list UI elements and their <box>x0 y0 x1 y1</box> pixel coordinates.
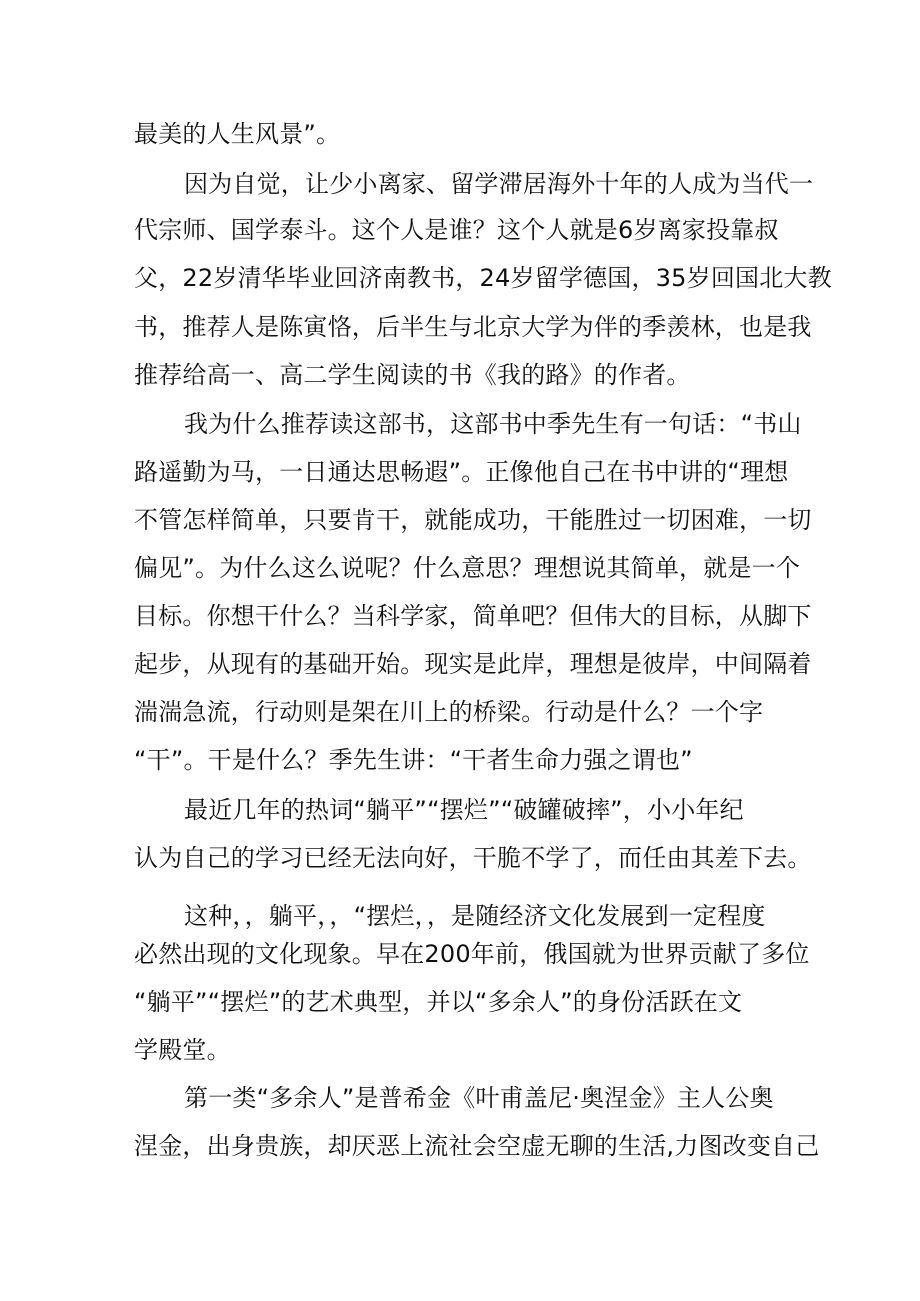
text-line: 书，推荐人是陈寅恪，后半生与北京大学为伴的季羡林，也是我 <box>134 313 812 341</box>
text-line: 认为自己的学习已经无法向好，干脆不学了，而任由其差下去。 <box>134 844 812 872</box>
text-line: 代宗师、国学泰斗。这个人是谁？这个人就是6岁离家投靠叔 <box>134 216 779 244</box>
text-line: 父，22岁清华毕业回济南教书，24岁留学德国，35岁回国北大教 <box>134 264 832 292</box>
text-line: 不管怎样简单，只要肯干，就能成功，干能胜过一切困难，一切 <box>134 506 812 534</box>
text-line: 目标。你想干什么？当科学家，简单吧？但伟大的目标，从脚下 <box>134 602 812 630</box>
text-line: 必然出现的文化现象。早在200年前，俄国就为世界贡献了多位 <box>134 940 810 968</box>
text-line: 湍湍急流，行动则是架在川上的桥梁。行动是什么？一个字 <box>134 698 764 726</box>
text-line: 路遥勤为马，一日通达思畅遐”。正像他自己在书中讲的“理想 <box>134 458 789 486</box>
text-line: 我为什么推荐读这部书，这部书中季先生有一句话：“书山 <box>184 410 802 438</box>
text-line: 学殿堂。 <box>134 1036 231 1064</box>
text-line: 推荐给高一、高二学生阅读的书《我的路》的作者。 <box>134 361 691 389</box>
text-line: 偏见”。为什么这么说呢？什么意思？理想说其简单，就是一个 <box>134 554 801 582</box>
text-line: 第一类“多余人”是普希金《叶甫盖尼·奥涅金》主人公奥 <box>184 1084 774 1112</box>
text-line: “躺平”“摆烂”的艺术典型，并以“多余人”的身份活跃在文 <box>134 988 743 1016</box>
text-line: 最近几年的热词“躺平”“摆烂”“破罐破摔”，小小年纪 <box>184 796 744 824</box>
text-line: 这种，，躺平，，“摆烂，，是随经济文化发展到一定程度 <box>184 902 766 930</box>
text-line: 涅金，出身贵族，却厌恶上流社会空虚无聊的生活,力图改变自己 <box>134 1132 820 1160</box>
text-line: 最美的人生风景”。 <box>134 120 341 148</box>
text-line: 起步，从现有的基础开始。现实是此岸，理想是彼岸，中间隔着 <box>134 650 812 678</box>
text-line: 因为自觉，让少小离家、留学滞居海外十年的人成为当代一 <box>184 170 814 198</box>
text-line: “干”。干是什么？季先生讲：“干者生命力强之谓也” <box>134 746 693 774</box>
